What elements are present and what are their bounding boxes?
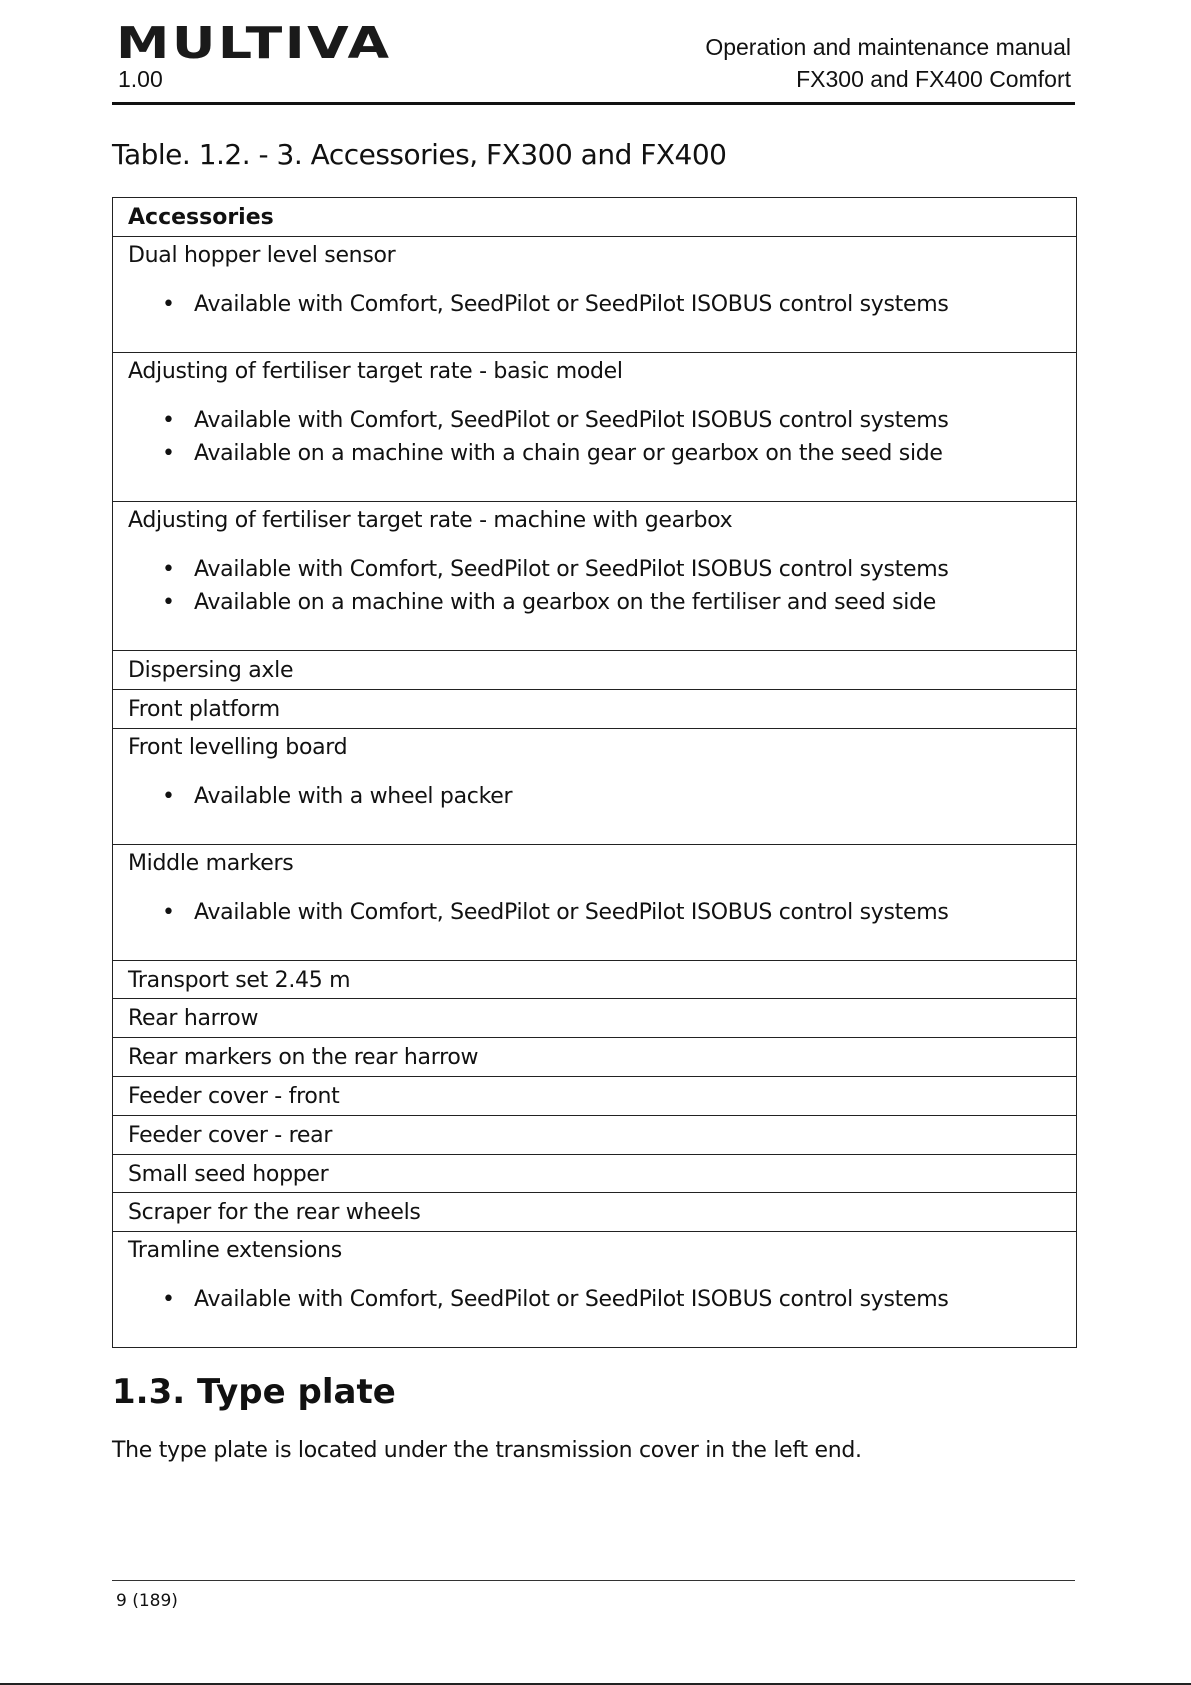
bullet-item: • Available with a wheel packer: [128, 780, 1076, 813]
table-row: [113, 353, 1076, 502]
table-row: Dispersing axle: [113, 651, 1076, 690]
document-version: 1.00: [118, 66, 163, 92]
table-row: Transport set 2.45 m: [113, 961, 1076, 1000]
table-row: Feeder cover - rear: [113, 1116, 1076, 1155]
table-row: Front platform: [113, 690, 1076, 729]
table-row: [113, 1232, 1076, 1348]
bullet-item: • Available with Comfort, SeedPilot or SeedPilot ISOBUS control systems: [128, 288, 1076, 321]
row-title: Tramline extensions: [128, 1238, 342, 1264]
table-row: Scraper for the rear wheels: [113, 1193, 1076, 1232]
row-title: Dual hopper level sensor: [128, 243, 396, 268]
page-header: [112, 18, 1075, 105]
bullet-list: [128, 553, 1076, 619]
section-body-text: The type plate is located under the transmission cover in the left end.: [112, 1438, 862, 1463]
bullet-list: [128, 288, 1076, 321]
bullet-list: [128, 404, 1076, 470]
bullet-item: • Available with Comfort, SeedPilot or SeedPilot ISOBUS control systems: [128, 1283, 1076, 1316]
table-row: Rear markers on the rear harrow: [113, 1038, 1076, 1077]
table-row: Feeder cover - front: [113, 1077, 1076, 1116]
bullet-list: [128, 896, 1076, 929]
bullet-list: [128, 780, 1076, 813]
accessories-table: [112, 197, 1077, 1348]
row-title: Front levelling board: [128, 734, 348, 760]
page-footer: [112, 1580, 1075, 1611]
table-caption: Table. 1.2. - 3. Accessories, FX300 and FX400: [112, 138, 727, 171]
table-row: Small seed hopper: [113, 1155, 1076, 1194]
row-title: Adjusting of fertiliser target rate - machine with gearbox: [128, 508, 733, 533]
manual-title: Operation and maintenance manual: [705, 34, 1071, 60]
page-number: 9 (189): [116, 1591, 178, 1611]
bullet-item: • Available with Comfort, SeedPilot or SeedPilot ISOBUS control systems: [128, 553, 1076, 586]
bullet-item: • Available with Comfort, SeedPilot or SeedPilot ISOBUS control systems: [128, 404, 1076, 437]
table-row: [113, 845, 1076, 961]
table-row: [113, 237, 1076, 353]
row-title: Middle markers: [128, 850, 294, 876]
bullet-item: • Available with Comfort, SeedPilot or SeedPilot ISOBUS control systems: [128, 896, 1076, 929]
section-heading: 1.3. Type plate: [112, 1372, 396, 1412]
table-row: [113, 502, 1076, 651]
bullet-item: • Available on a machine with a chain gear or gearbox on the seed side: [128, 437, 1076, 470]
multiva-logo: MULTIVA: [116, 18, 392, 69]
model-name: FX300 and FX400 Comfort: [796, 66, 1071, 92]
table-row: Rear harrow: [113, 999, 1076, 1038]
table-header: Accessories: [113, 198, 1076, 237]
row-title: Adjusting of fertiliser target rate - basic model: [128, 359, 623, 384]
bullet-item: • Available on a machine with a gearbox on the fertiliser and seed side: [128, 586, 1076, 619]
table-row: [113, 729, 1076, 845]
bullet-list: [128, 1283, 1076, 1316]
